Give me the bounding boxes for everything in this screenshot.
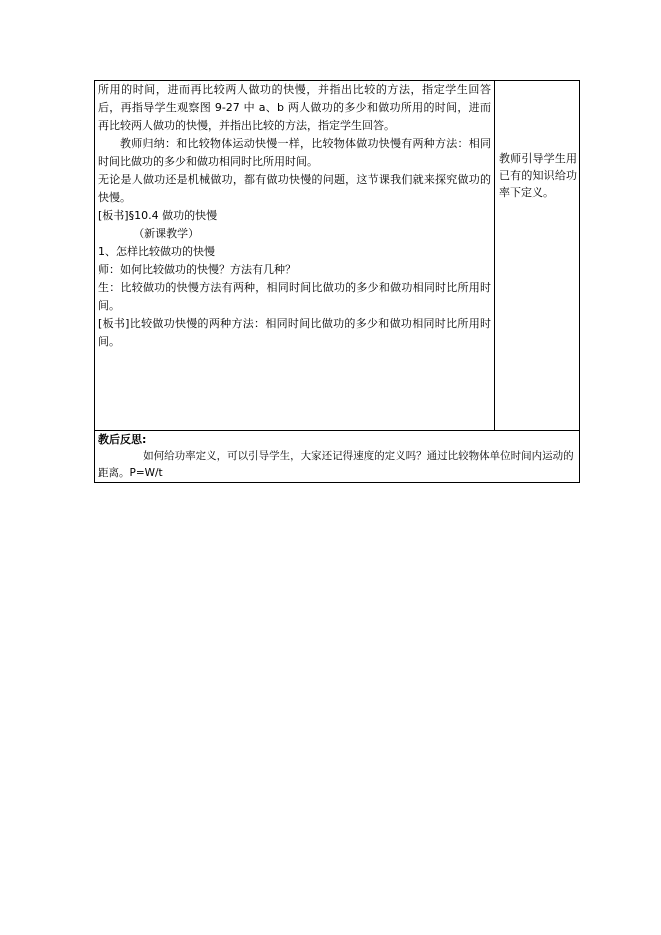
reflection-cell bbox=[95, 431, 580, 483]
paragraph-board-methods: [板书]比较做功快慢的两种方法：相同时间比做功的多少和做功相同时比所用时间。 bbox=[98, 317, 491, 348]
reflection-heading: 教后反思: bbox=[98, 433, 147, 446]
paragraph-board-title: [板书]§10.4 做功的快慢 bbox=[98, 209, 218, 222]
reflection-row bbox=[95, 431, 580, 483]
design-intent-note: 教师引导学生用已有的知识给功率下定义。 bbox=[499, 152, 577, 199]
teaching-process-row bbox=[95, 81, 580, 431]
paragraph-section-heading: 1、怎样比较做功的快慢 bbox=[98, 245, 215, 258]
paragraph-teacher-question: 师：如何比较做功的快慢？方法有几种？ bbox=[98, 263, 296, 276]
design-intent-cell bbox=[495, 81, 580, 431]
paragraph-introduction: 无论是人做功还是机械做功，都有做功快慢的问题，这节课我们就来探究做功的快慢。 bbox=[98, 173, 491, 204]
reflection-body: 如何给功率定义，可以引导学生，大家还记得速度的定义吗？通过比较物体单位时间内运动的距离。P=W/t bbox=[98, 450, 574, 479]
paragraph-teacher-summary: 教师归纳：和比较物体运动快慢一样，比较物体做功快慢有两种方法：相同时间比做功的多少和做功相同时比所用时间。 bbox=[98, 137, 491, 168]
paragraph-observe-figure: 所用的时间，进而再比较两人做功的快慢，并指出比较的方法，指定学生回答后，再指导学生观察图 9-27 中 a、b 两人做功的多少和做功所用的时间，进而再比较两人做功的快慢，并指出比较的方法，指定学生回答。 bbox=[98, 83, 491, 132]
paragraph-student-answer: 生：比较做功的快慢方法有两种，相同时间比做功的多少和做功相同时比所用时间。 bbox=[98, 281, 491, 312]
teaching-process-cell bbox=[95, 81, 495, 431]
paragraph-new-lesson: （新课教学） bbox=[133, 227, 200, 240]
lesson-plan-table bbox=[94, 80, 580, 483]
